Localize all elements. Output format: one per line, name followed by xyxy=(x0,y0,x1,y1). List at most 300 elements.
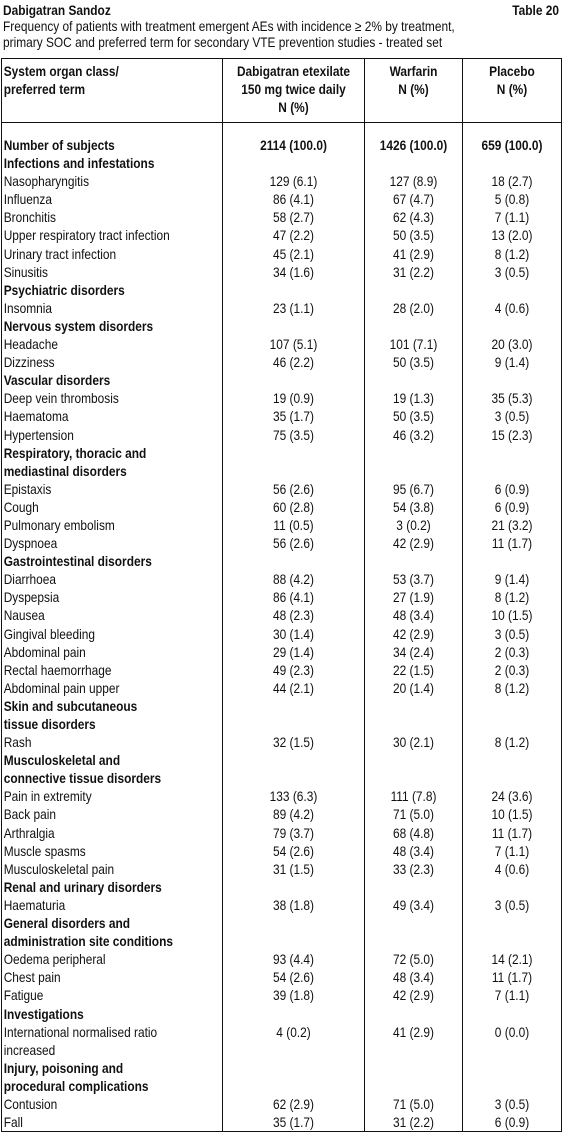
placebo-cell-text: 8 (1.2) xyxy=(494,679,530,696)
dabigatran-cell-text: 46 (2.2) xyxy=(272,354,315,371)
warfarin-cell xyxy=(365,1059,463,1077)
warfarin-cell-text: 48 (3.4) xyxy=(392,842,435,859)
table-header-row xyxy=(2,59,562,123)
dabigatran-cell-text: 107 (5.1) xyxy=(269,336,318,353)
placebo-cell-text: 3 (0.5) xyxy=(494,625,530,642)
dabigatran-cell xyxy=(223,534,365,552)
placebo-cell-text xyxy=(470,1041,553,1059)
warfarin-cell-text: 41 (2.9) xyxy=(392,1023,435,1040)
placebo-cell xyxy=(463,914,562,932)
placebo-cell xyxy=(463,1059,562,1077)
dabigatran-cell-text: 31 (1.5) xyxy=(272,860,315,877)
term-cell-text: Vascular disorders xyxy=(3,372,111,389)
table-row xyxy=(2,1095,562,1113)
dabigatran-cell xyxy=(223,625,365,643)
dabigatran-cell xyxy=(223,444,365,462)
warfarin-cell-text: 41 (2.9) xyxy=(392,245,435,262)
column-header-dabigatran-line-2: 150 mg twice daily xyxy=(241,81,346,98)
warfarin-cell xyxy=(365,534,463,552)
warfarin-cell-text: 27 (1.9) xyxy=(392,589,435,606)
warfarin-cell xyxy=(365,389,463,407)
term-cell-text: Number of subjects xyxy=(3,137,115,153)
placebo-cell-text: 18 (2.7) xyxy=(491,173,533,190)
placebo-cell-text xyxy=(470,1077,553,1095)
column-header-term-line-1: System organ class/ xyxy=(3,63,119,79)
warfarin-cell-text: 48 (3.4) xyxy=(392,607,435,624)
warfarin-cell xyxy=(365,516,463,534)
placebo-cell-text: 8 (1.2) xyxy=(494,245,530,262)
table-row xyxy=(2,606,562,624)
warfarin-cell-text: 48 (3.4) xyxy=(392,969,435,986)
warfarin-cell-text: 33 (2.3) xyxy=(392,860,435,877)
placebo-cell xyxy=(463,317,562,335)
term-cell-text: Fatigue xyxy=(3,987,44,1004)
placebo-cell xyxy=(463,208,562,226)
dabigatran-cell xyxy=(223,805,365,823)
term-cell-text: Bronchitis xyxy=(3,209,56,226)
dabigatran-cell-text: 19 (0.9) xyxy=(272,390,315,407)
dabigatran-cell-text xyxy=(234,154,354,172)
column-header-placebo-line-1: Placebo xyxy=(489,63,535,79)
placebo-cell xyxy=(463,245,562,263)
dabigatran-cell xyxy=(223,226,365,244)
placebo-cell-text xyxy=(470,462,553,480)
column-header-placebo xyxy=(463,59,562,123)
term-cell xyxy=(2,317,223,335)
warfarin-cell xyxy=(365,679,463,697)
term-cell xyxy=(2,154,223,172)
soc-heading-row xyxy=(2,878,562,896)
warfarin-cell-text: 22 (1.5) xyxy=(392,661,435,678)
placebo-cell xyxy=(463,570,562,588)
dabigatran-cell-text xyxy=(234,914,354,932)
warfarin-cell xyxy=(365,625,463,643)
placebo-cell-text: 6 (0.9) xyxy=(494,498,530,515)
table-row xyxy=(2,263,562,281)
dabigatran-cell xyxy=(223,661,365,679)
placebo-cell xyxy=(463,1005,562,1023)
term-cell xyxy=(2,1113,223,1132)
warfarin-cell-text: 28 (2.0) xyxy=(392,299,435,316)
dabigatran-cell-text: 4 (0.2) xyxy=(276,1023,311,1040)
dabigatran-cell xyxy=(223,1113,365,1132)
placebo-cell xyxy=(463,625,562,643)
term-cell xyxy=(2,625,223,643)
term-cell xyxy=(2,172,223,190)
dabigatran-cell-text: 86 (4.1) xyxy=(272,191,315,208)
warfarin-cell xyxy=(365,842,463,860)
dabigatran-cell-text: 86 (4.1) xyxy=(272,589,315,606)
term-cell xyxy=(2,190,223,208)
warfarin-cell xyxy=(365,190,463,208)
dabigatran-cell-text: 56 (2.6) xyxy=(272,480,315,497)
term-cell-text: Rectal haemorrhage xyxy=(3,661,112,678)
soc-heading-row xyxy=(2,371,562,389)
warfarin-cell xyxy=(365,263,463,281)
column-header-term-line-2: preferred term xyxy=(3,81,86,98)
dabigatran-cell xyxy=(223,190,365,208)
placebo-cell-text: 11 (1.7) xyxy=(491,535,533,552)
placebo-cell xyxy=(463,679,562,697)
dabigatran-cell xyxy=(223,570,365,588)
table-row xyxy=(2,661,562,679)
warfarin-cell xyxy=(365,968,463,986)
dabigatran-cell xyxy=(223,715,365,733)
soc-heading-row xyxy=(2,697,562,715)
term-cell xyxy=(2,371,223,389)
warfarin-cell xyxy=(365,480,463,498)
term-cell xyxy=(2,842,223,860)
term-cell-text: Investigations xyxy=(3,1005,84,1022)
dabigatran-cell xyxy=(223,552,365,570)
placebo-cell-text xyxy=(470,317,553,335)
table-row xyxy=(2,534,562,552)
warfarin-cell xyxy=(365,860,463,878)
warfarin-cell xyxy=(365,570,463,588)
placebo-cell xyxy=(463,190,562,208)
term-cell-text: Nausea xyxy=(3,607,45,624)
placebo-cell-text: 11 (1.7) xyxy=(491,969,533,986)
term-cell-text: Urinary tract infection xyxy=(3,245,117,262)
dabigatran-cell-text xyxy=(234,1005,354,1023)
warfarin-cell-text xyxy=(372,552,454,570)
dabigatran-cell-text: 88 (4.2) xyxy=(272,571,315,588)
warfarin-cell xyxy=(365,805,463,823)
term-cell-text: Pulmonary embolism xyxy=(3,516,115,533)
placebo-cell-text: 21 (3.2) xyxy=(491,516,533,533)
warfarin-cell-text: 31 (2.2) xyxy=(392,263,435,280)
dabigatran-cell-text: 35 (1.7) xyxy=(272,1114,315,1131)
warfarin-cell-text xyxy=(372,462,454,480)
dabigatran-cell xyxy=(223,769,365,787)
table-row xyxy=(2,570,562,588)
table-caption-line-2: primary SOC and preferred term for secondary VTE prevention studies - treated set xyxy=(3,34,443,50)
term-cell xyxy=(2,588,223,606)
table-row xyxy=(2,787,562,805)
placebo-cell-text xyxy=(470,552,553,570)
warfarin-cell-text: 101 (7.1) xyxy=(389,336,438,353)
warfarin-cell-text xyxy=(372,281,454,299)
placebo-cell xyxy=(463,697,562,715)
dabigatran-cell xyxy=(223,462,365,480)
dabigatran-cell-text: 34 (1.6) xyxy=(272,263,315,280)
warfarin-cell xyxy=(365,914,463,932)
warfarin-cell xyxy=(365,986,463,1004)
dabigatran-cell xyxy=(223,679,365,697)
term-cell-text: Sinusitis xyxy=(3,263,49,280)
dabigatran-cell-text xyxy=(234,1041,354,1059)
placebo-cell xyxy=(463,588,562,606)
term-cell-text: Diarrhoea xyxy=(3,571,56,588)
table-row xyxy=(2,842,562,860)
placebo-cell xyxy=(463,805,562,823)
dabigatran-cell xyxy=(223,498,365,516)
dabigatran-cell xyxy=(223,1077,365,1095)
dabigatran-cell-text: 35 (1.7) xyxy=(272,408,315,425)
adverse-events-table xyxy=(1,58,562,1132)
term-cell xyxy=(2,751,223,769)
warfarin-cell xyxy=(365,552,463,570)
table-row xyxy=(2,299,562,317)
placebo-cell-text: 5 (0.8) xyxy=(494,191,530,208)
term-cell xyxy=(2,1095,223,1113)
term-cell xyxy=(2,805,223,823)
placebo-cell-text xyxy=(470,715,553,733)
dabigatran-cell xyxy=(223,154,365,172)
table-row xyxy=(2,643,562,661)
warfarin-cell xyxy=(365,353,463,371)
column-header-warfarin xyxy=(365,59,463,123)
placebo-cell xyxy=(463,950,562,968)
placebo-cell-text xyxy=(470,371,553,389)
placebo-cell-text: 4 (0.6) xyxy=(494,860,530,877)
warfarin-cell-text xyxy=(372,715,454,733)
dabigatran-cell xyxy=(223,842,365,860)
warfarin-cell-text: 95 (6.7) xyxy=(392,480,435,497)
placebo-cell xyxy=(463,1041,562,1059)
warfarin-cell-text: 50 (3.5) xyxy=(392,227,435,244)
dabigatran-cell-text xyxy=(234,371,354,389)
dabigatran-cell-text xyxy=(234,462,354,480)
dabigatran-cell-text xyxy=(234,715,354,733)
soc-heading-row xyxy=(2,1077,562,1095)
term-cell xyxy=(2,950,223,968)
term-cell-text: administration site conditions xyxy=(3,933,173,950)
soc-heading-row xyxy=(2,932,562,950)
dabigatran-cell-text xyxy=(234,444,354,462)
term-cell xyxy=(2,643,223,661)
term-cell-text: Nervous system disorders xyxy=(3,317,154,334)
placebo-cell xyxy=(463,426,562,444)
dabigatran-cell xyxy=(223,643,365,661)
dabigatran-cell-text: 56 (2.6) xyxy=(272,535,315,552)
placebo-cell xyxy=(463,281,562,299)
placebo-cell xyxy=(463,552,562,570)
dabigatran-cell xyxy=(223,317,365,335)
term-cell xyxy=(2,661,223,679)
term-cell xyxy=(2,407,223,425)
warfarin-cell-text xyxy=(372,1077,454,1095)
term-cell xyxy=(2,824,223,842)
table-row xyxy=(2,896,562,914)
placebo-cell xyxy=(463,1113,562,1132)
placebo-cell-text: 2 (0.3) xyxy=(494,643,530,660)
warfarin-cell xyxy=(365,407,463,425)
term-cell-text: Cough xyxy=(3,498,39,515)
warfarin-cell xyxy=(365,426,463,444)
term-cell xyxy=(2,1077,223,1095)
table-row xyxy=(2,245,562,263)
placebo-cell-text: 3 (0.5) xyxy=(494,408,530,425)
dabigatran-cell xyxy=(223,588,365,606)
warfarin-cell-text: 20 (1.4) xyxy=(392,679,435,696)
warfarin-cell xyxy=(365,697,463,715)
term-cell xyxy=(2,986,223,1004)
term-cell xyxy=(2,226,223,244)
term-cell-text: General disorders and xyxy=(3,915,131,932)
column-header-warfarin-line-2: N (%) xyxy=(398,81,429,98)
placebo-cell-text: 3 (0.5) xyxy=(494,896,530,913)
warfarin-cell xyxy=(365,462,463,480)
warfarin-cell-text xyxy=(372,932,454,950)
dabigatran-cell xyxy=(223,371,365,389)
dabigatran-cell xyxy=(223,172,365,190)
table-row xyxy=(2,1023,562,1041)
dabigatran-cell-text xyxy=(234,697,354,715)
placebo-cell xyxy=(463,263,562,281)
column-header-placebo-line-2: N (%) xyxy=(496,81,528,98)
dabigatran-cell xyxy=(223,136,365,154)
table-row xyxy=(2,208,562,226)
soc-heading-row xyxy=(2,552,562,570)
column-header-warfarin-line-1: Warfarin xyxy=(389,63,438,79)
placebo-cell-text xyxy=(470,751,553,769)
term-cell-text: Musculoskeletal pain xyxy=(3,860,115,877)
dabigatran-cell-text: 45 (2.1) xyxy=(272,245,315,262)
placebo-cell-text: 3 (0.5) xyxy=(494,263,530,280)
term-cell xyxy=(2,1059,223,1077)
warfarin-cell-text: 72 (5.0) xyxy=(392,951,435,968)
table-row xyxy=(2,190,562,208)
placebo-cell xyxy=(463,842,562,860)
warfarin-cell-text xyxy=(372,914,454,932)
dabigatran-cell-text: 47 (2.2) xyxy=(272,227,315,244)
warfarin-cell-text: 49 (3.4) xyxy=(392,896,435,913)
warfarin-cell-text xyxy=(372,371,454,389)
soc-heading-row xyxy=(2,154,562,172)
table-row xyxy=(2,625,562,643)
placebo-cell xyxy=(463,136,562,154)
warfarin-cell-text: 53 (3.7) xyxy=(392,571,435,588)
placebo-cell-text xyxy=(470,878,553,896)
warfarin-cell-text: 71 (5.0) xyxy=(392,1095,435,1112)
document-title: Dabigatran Sandoz xyxy=(3,2,111,18)
term-cell-text: mediastinal disorders xyxy=(3,462,127,479)
placebo-cell-text: 6 (0.9) xyxy=(494,480,530,497)
term-cell xyxy=(2,426,223,444)
placebo-cell xyxy=(463,226,562,244)
placebo-cell xyxy=(463,299,562,317)
term-cell xyxy=(2,860,223,878)
dabigatran-cell-text: 58 (2.7) xyxy=(272,209,315,226)
term-cell-text: Abdominal pain upper xyxy=(3,679,120,696)
placebo-cell xyxy=(463,661,562,679)
warfarin-cell xyxy=(365,878,463,896)
warfarin-cell xyxy=(365,588,463,606)
placebo-cell-text: 4 (0.6) xyxy=(494,299,530,316)
dabigatran-cell-text: 38 (1.8) xyxy=(272,896,315,913)
placebo-cell-text: 7 (1.1) xyxy=(494,842,530,859)
warfarin-cell-text: 31 (2.2) xyxy=(392,1114,435,1131)
term-cell xyxy=(2,1005,223,1023)
soc-heading-row xyxy=(2,715,562,733)
term-cell xyxy=(2,281,223,299)
table-number: Table 20 xyxy=(512,2,559,18)
placebo-cell xyxy=(463,896,562,914)
warfarin-cell xyxy=(365,896,463,914)
placebo-cell-text: 659 (100.0) xyxy=(481,137,543,153)
dabigatran-cell xyxy=(223,697,365,715)
table-row xyxy=(2,335,562,353)
placebo-cell xyxy=(463,932,562,950)
placebo-cell-text: 15 (2.3) xyxy=(491,426,533,443)
warfarin-cell xyxy=(365,661,463,679)
dabigatran-cell xyxy=(223,1059,365,1077)
dabigatran-cell xyxy=(223,245,365,263)
placebo-cell xyxy=(463,715,562,733)
term-cell-text: Fall xyxy=(3,1114,23,1131)
warfarin-cell-text: 1426 (100.0) xyxy=(379,137,448,153)
warfarin-cell-text xyxy=(372,154,454,172)
warfarin-cell xyxy=(365,1023,463,1041)
table-row xyxy=(2,172,562,190)
term-cell xyxy=(2,1041,223,1059)
warfarin-cell-text: 71 (5.0) xyxy=(392,806,435,823)
placebo-cell-text: 0 (0.0) xyxy=(494,1023,530,1040)
term-cell-text: Headache xyxy=(3,336,58,353)
warfarin-cell xyxy=(365,733,463,751)
term-cell-text: Psychiatric disorders xyxy=(3,281,125,298)
placebo-cell-text xyxy=(470,932,553,950)
term-cell-text: tissue disorders xyxy=(3,716,96,732)
term-cell xyxy=(2,353,223,371)
dabigatran-cell xyxy=(223,407,365,425)
table-row xyxy=(2,389,562,407)
placebo-cell xyxy=(463,444,562,462)
term-cell xyxy=(2,498,223,516)
placebo-cell-text xyxy=(470,1005,553,1023)
placebo-cell xyxy=(463,751,562,769)
term-cell-text: Skin and subcutaneous xyxy=(3,697,138,714)
term-cell xyxy=(2,878,223,896)
placebo-cell-text: 6 (0.9) xyxy=(494,1114,530,1131)
table-row xyxy=(2,968,562,986)
placebo-cell-text: 13 (2.0) xyxy=(491,227,533,244)
term-cell xyxy=(2,335,223,353)
placebo-cell xyxy=(463,986,562,1004)
placebo-cell xyxy=(463,1077,562,1095)
placebo-cell xyxy=(463,968,562,986)
table-row xyxy=(2,986,562,1004)
dabigatran-cell xyxy=(223,208,365,226)
term-cell xyxy=(2,389,223,407)
term-cell xyxy=(2,299,223,317)
warfarin-cell xyxy=(365,824,463,842)
warfarin-cell-text: 127 (8.9) xyxy=(389,173,438,190)
warfarin-cell xyxy=(365,226,463,244)
dabigatran-cell xyxy=(223,751,365,769)
term-cell-text: connective tissue disorders xyxy=(3,770,162,787)
dabigatran-cell xyxy=(223,1095,365,1113)
table-row xyxy=(2,679,562,697)
warfarin-cell xyxy=(365,715,463,733)
term-cell-text: Back pain xyxy=(3,806,56,823)
warfarin-cell xyxy=(365,335,463,353)
term-cell xyxy=(2,968,223,986)
warfarin-cell xyxy=(365,281,463,299)
term-cell-text: International normalised ratio xyxy=(3,1023,158,1040)
placebo-cell-text xyxy=(470,444,553,462)
term-cell xyxy=(2,263,223,281)
warfarin-cell xyxy=(365,317,463,335)
spacer-row xyxy=(2,123,562,137)
warfarin-cell xyxy=(365,1041,463,1059)
term-cell-text: Upper respiratory tract infection xyxy=(3,227,170,244)
soc-heading-row xyxy=(2,1059,562,1077)
dabigatran-cell xyxy=(223,426,365,444)
warfarin-cell-text: 54 (3.8) xyxy=(392,498,435,515)
term-cell-text: Respiratory, thoracic and xyxy=(3,444,147,461)
